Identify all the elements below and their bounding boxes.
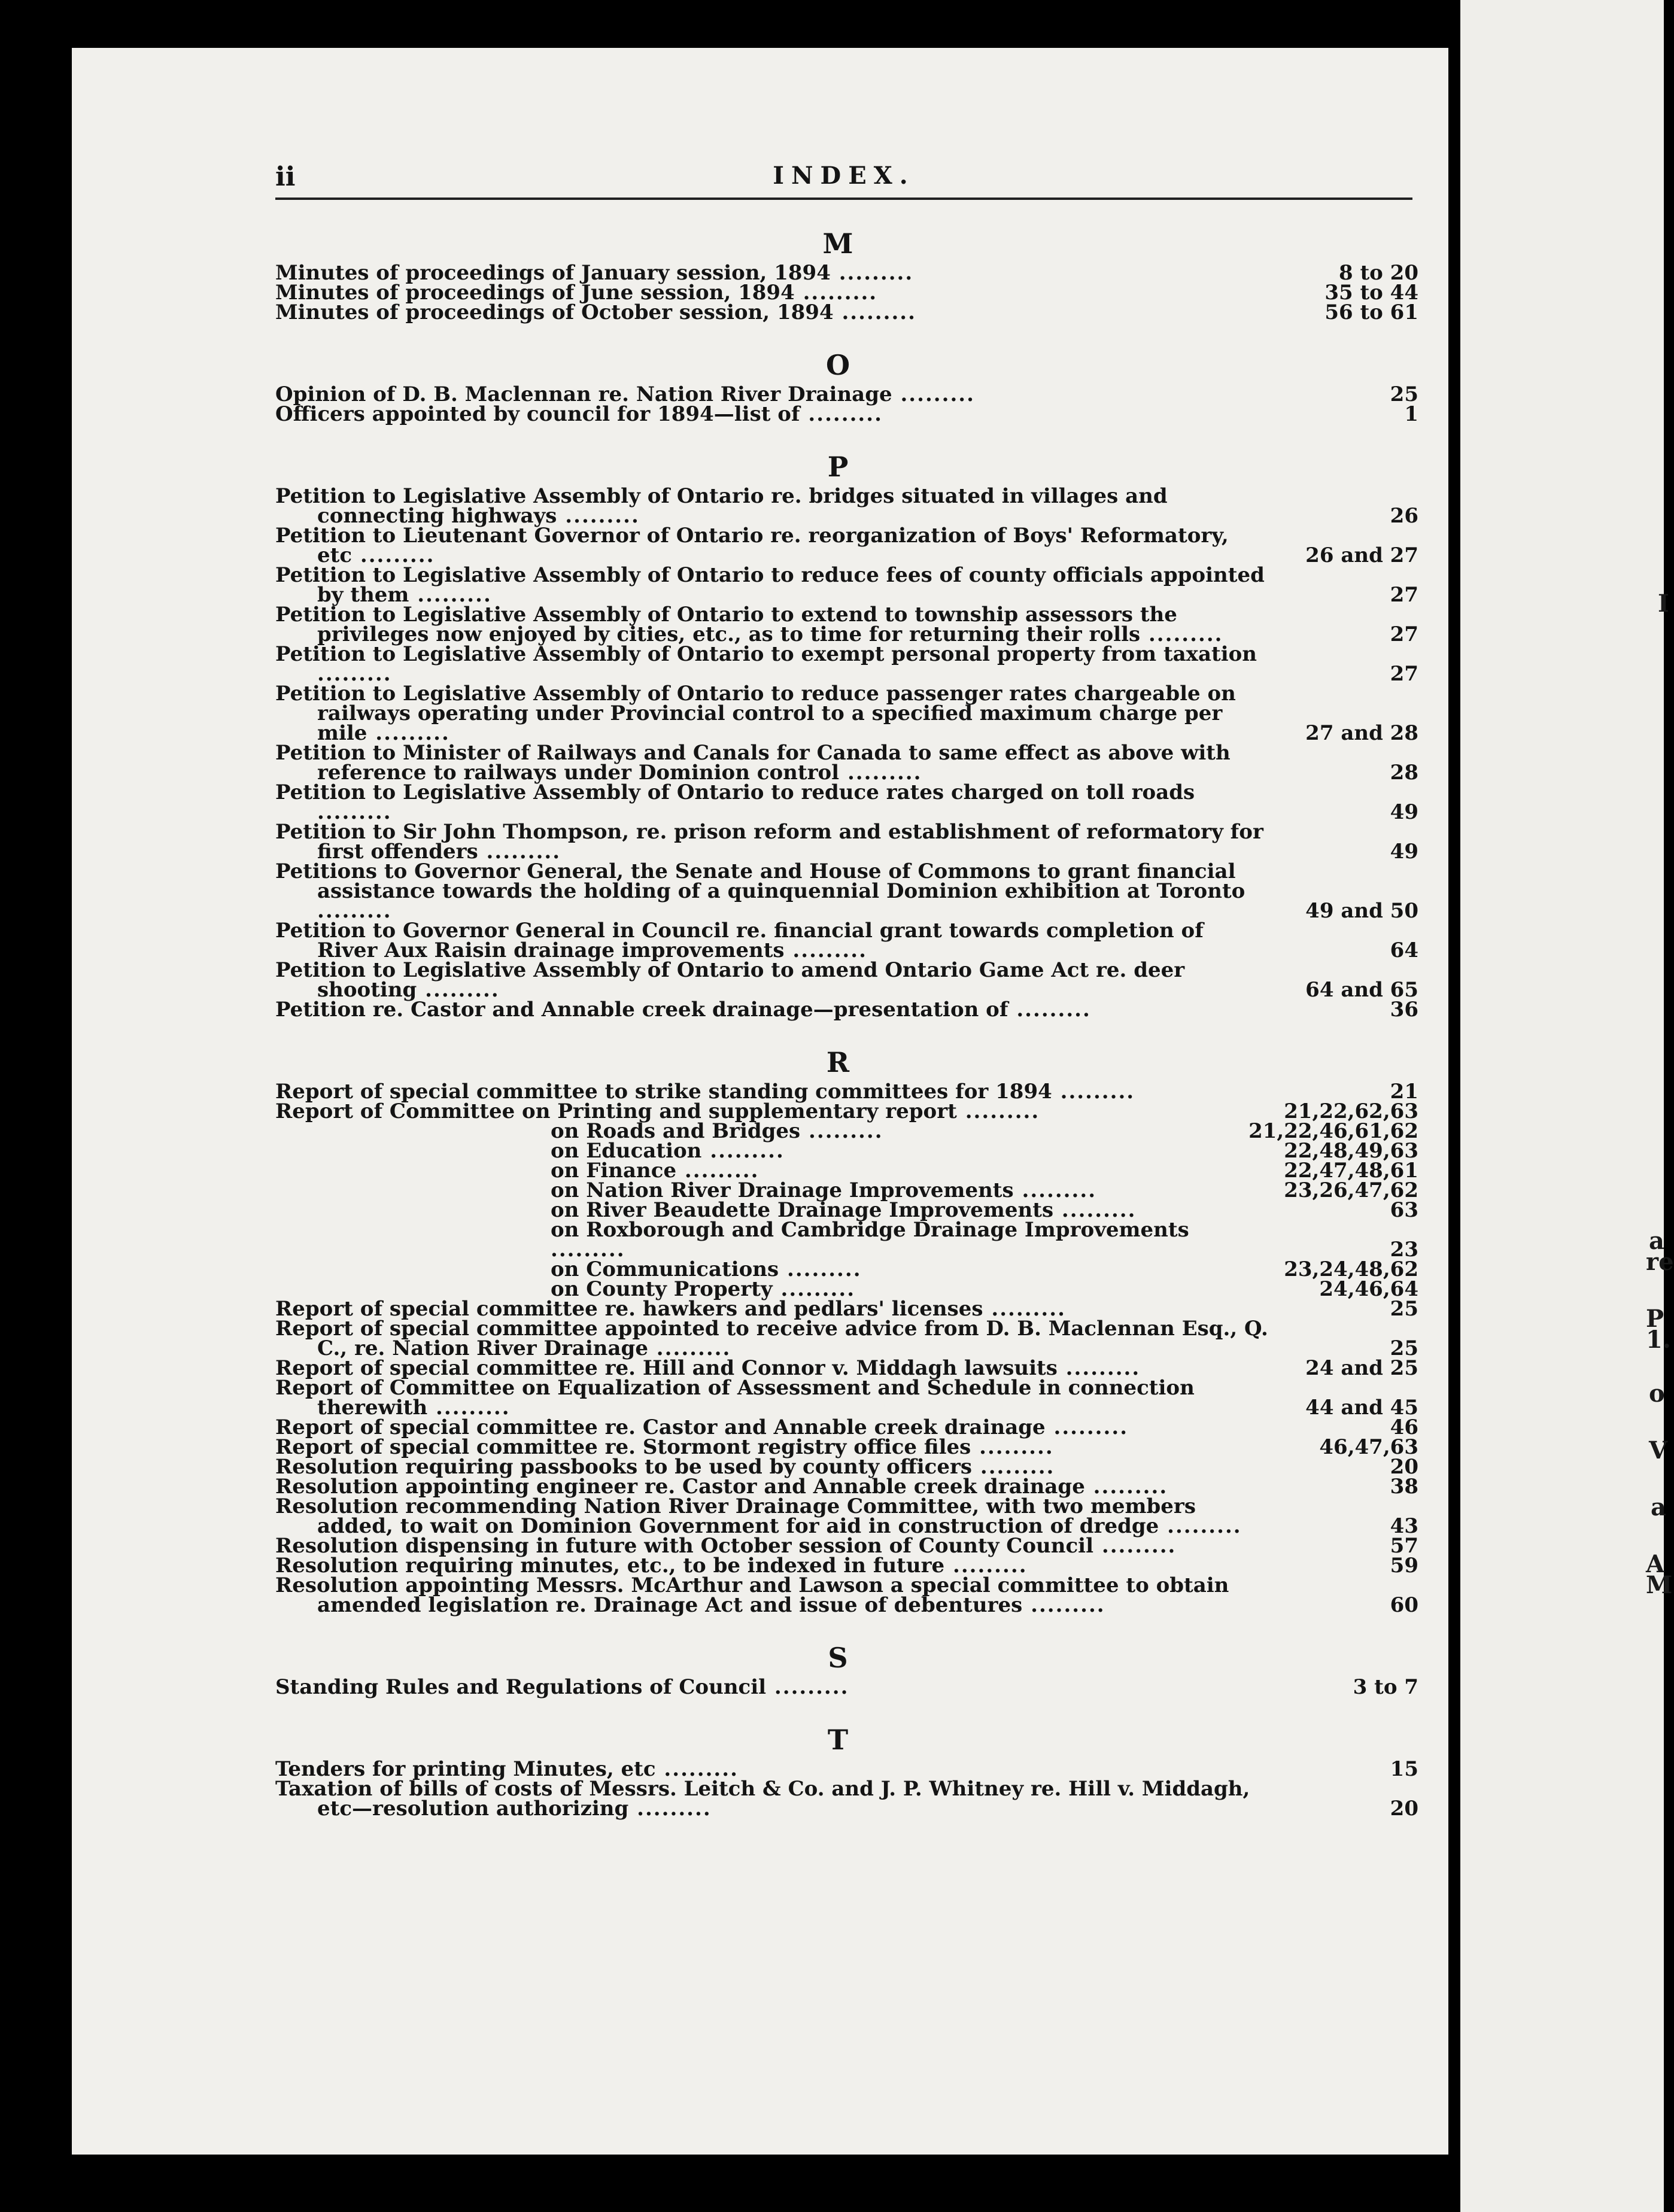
leader-dots: ......... [1052,1080,1135,1104]
index-entry [275,921,1460,961]
entry-text: on Roxborough and Cambridge Drainage Improvements [551,1218,1189,1242]
leader-dots: ......... [1159,1514,1242,1538]
leader-dots: ......... [648,1336,731,1360]
leader-dots: ......... [800,402,883,426]
entry-pages: 46,47,63 [1319,1435,1418,1459]
entry-pages: 24,46,64 [1319,1277,1418,1301]
leader-dots: ......... [317,800,392,824]
leader-dots: ......... [352,543,435,567]
index-entry [275,402,1460,426]
facing-page-fragment: o [1649,1380,1665,1408]
leader-dots: ......... [1008,998,1091,1022]
leader-dots: ......... [833,300,916,324]
entry-pages: 25 [1390,1336,1418,1360]
entry-text: Petition to Legislative Assembly of Ontario re. bridges situated in villages and connecting highways [275,484,1168,528]
entry-text: Report of special committee re. Castor and Annable creek drainage [275,1415,1046,1439]
entry-text: Petitions to Governor General, the Senate and House of Commons to grant financial assistance towards the holding of a quinquennial Dominion exhibition at Toronto [275,859,1245,903]
entry-text: Minutes of proceedings of January session, 1894 [275,261,831,285]
index-entry [275,684,1460,743]
facing-page-edge [1460,0,1674,2212]
facing-page-fragment: a [1649,1227,1664,1255]
leader-dots: ......... [794,281,878,305]
entry-pages: 46 [1390,1415,1418,1439]
section-letter: T [827,1724,849,1756]
entry-text: Resolution recommending Nation River Drainage Committee, with two members added, to wait on Dominion Government for aid in construction of dredge [275,1494,1196,1538]
index-entry [275,1000,1460,1020]
index-entry [275,1141,1460,1161]
entry-pages: 26 and 27 [1305,543,1418,567]
entry-text: Minutes of proceedings of June session, 1894 [275,281,795,305]
index-entry [275,484,1460,528]
leader-dots: ......... [676,1159,759,1183]
leader-dots: ......... [830,261,914,285]
index-entry [275,1573,1460,1617]
entry-pages: 21,22,46,61,62 [1248,1119,1418,1143]
leader-dots: ......... [800,1119,883,1143]
entry-pages: 35 to 44 [1324,281,1418,305]
entry-text: Minutes of proceedings of October session, 1894 [275,300,834,324]
entry-text: on Nation River Drainage Improvements [551,1178,1014,1202]
entry-pages: 49 [1390,800,1418,824]
entry-pages: 21 [1390,1080,1418,1104]
entry-pages: 64 and 65 [1305,978,1418,1002]
entry-text: Petition to Legislative Assembly of Ontario to exempt personal property from taxation [275,642,1257,666]
leader-dots: ......... [1057,1356,1141,1380]
index-entry [275,1779,1460,1819]
entry-text: Petition re. Castor and Annable creek drainage—presentation of [275,998,1008,1022]
leader-dots: ......... [956,1099,1040,1123]
facing-page-fragment: re [1646,1248,1674,1276]
index-entry [275,1494,1460,1538]
entry-pages: 57 [1390,1534,1418,1558]
index-entry [275,1319,1460,1359]
index-entry [275,822,1460,862]
entry-text: Report of special committee re. hawkers and pedlars' licenses [275,1297,983,1321]
leader-dots: ......... [417,978,500,1002]
entry-text: Report of special committee to strike standing committees for 1894 [275,1080,1052,1104]
entry-text: Petition to Minister of Railways and Canals for Canada to same effect as above with reference to railways under Dominion control [275,741,1231,785]
entry-pages: 44 and 45 [1305,1396,1418,1420]
entry-text: on River Beaudette Drainage Improvements [551,1198,1054,1222]
entry-pages: 63 [1390,1198,1418,1222]
running-head: INDEX. [773,162,915,190]
entry-text: Report of Committee on Equalization of Assessment and Schedule in connection therewith [275,1376,1195,1420]
leader-dots: ......... [779,1257,862,1281]
leader-dots: ......... [655,1757,739,1781]
entry-text: on Finance [551,1159,677,1183]
section-letter: R [826,1046,850,1078]
page-number: ii [275,162,296,192]
leader-dots: ......... [772,1277,856,1301]
index-entry [275,300,1460,324]
leader-dots: ......... [409,583,492,607]
index-entry [275,1675,1460,1699]
index-entry [275,958,1460,1002]
leader-dots: ......... [971,1435,1054,1459]
entry-pages: 23 [1390,1238,1418,1262]
entry-pages: 49 [1390,840,1418,864]
entry-text: Resolution appointing Messrs. McArthur and Lawson a special committee to obtain amended legislation re. Drainage Act and issue of debentures [275,1573,1229,1617]
entry-pages: 36 [1390,998,1418,1022]
leader-dots: ......... [1045,1415,1129,1439]
entry-text: Petition to Legislative Assembly of Ontario to extend to township assessors the privileges now enjoyed by cities, etc., as to time for returning their rolls [275,603,1177,646]
section-letter: S [828,1642,848,1674]
leader-dots: ......... [478,840,561,864]
entry-text: Report of special committee re. Hill and Connor v. Middagh lawsuits [275,1356,1058,1380]
entry-pages: 59 [1390,1554,1418,1578]
leader-dots: ......... [766,1675,849,1699]
index-entry [275,859,1460,923]
section-letter: O [825,349,850,381]
index-entry [275,1378,1460,1418]
entry-text: Petition to Sir John Thompson, re. prison reform and establishment of reformatory for first offenders [275,820,1263,864]
page-header [275,162,1412,200]
leader-dots: ......... [1084,1475,1168,1499]
section-letter: M [822,227,853,260]
entry-pages: 26 [1390,504,1418,528]
entry-pages: 49 and 50 [1305,899,1418,923]
entry-pages: 38 [1390,1475,1418,1499]
entry-text: Tenders for printing Minutes, etc [275,1757,656,1781]
index-entry [275,563,1460,607]
leader-dots: ......... [1053,1198,1137,1222]
leader-dots: ......... [1022,1593,1105,1617]
entry-pages: 24 and 25 [1305,1356,1418,1380]
index-entry [275,605,1460,645]
entry-pages: 28 [1390,761,1418,785]
leader-dots: ......... [317,662,392,686]
leader-dots: ......... [972,1455,1055,1479]
entry-pages: 27 and 28 [1305,721,1418,745]
index-entry [275,1257,1460,1281]
entry-pages: 60 [1390,1593,1418,1617]
entry-pages: 27 [1390,622,1418,646]
facing-page-fragment: I [1658,590,1669,618]
entry-pages: 27 [1390,662,1418,686]
index-entry [275,642,1460,686]
entry-text: Resolution appointing engineer re. Castor and Annable creek drainage [275,1475,1085,1499]
entry-pages: 20 [1390,1455,1418,1479]
entry-pages: 22,48,49,63 [1284,1139,1418,1163]
entry-text: Petition to Legislative Assembly of Ontario to amend Ontario Game Act re. deer shooting [275,958,1185,1002]
entry-text: Petition to Governor General in Council re. financial grant towards completion of River Aux Raisin drainage improvements [275,919,1204,962]
leader-dots: ......... [628,1797,712,1821]
leader-dots: ......... [1013,1178,1097,1202]
entry-pages: 25 [1390,1297,1418,1321]
leader-dots: ......... [1140,622,1223,646]
entry-text: Resolution requiring passbooks to be used by county officers [275,1455,973,1479]
entry-text: Officers appointed by council for 1894—list of [275,402,800,426]
entry-text: on Education [551,1139,702,1163]
entry-pages: 23,26,47,62 [1284,1178,1418,1202]
facing-page-fragment: A [1646,1550,1665,1578]
entry-text: Report of special committee re. Stormont registry office files [275,1435,971,1459]
entry-text: Report of Committee on Printing and supplementary report [275,1099,957,1123]
leader-dots: ......... [317,899,392,923]
leader-dots: ......... [983,1297,1066,1321]
entry-pages: 20 [1390,1797,1418,1821]
index-entry [275,1220,1460,1260]
leader-dots: ......... [892,382,975,406]
section-letter: P [827,451,849,483]
index-page [72,48,1448,2155]
entry-text: Petition to Legislative Assembly of Ontario to reduce passenger rates chargeable on railways operating under Provincial control to a specified maximum charge per mile [275,682,1236,745]
leader-dots: ......... [784,938,867,962]
entry-pages: 43 [1390,1514,1418,1538]
leader-dots: ......... [557,504,640,528]
entry-text: Report of special committee appointed to receive advice from D. B. Maclennan Esq., Q. C., re. Nation River Drainage [275,1317,1268,1360]
entry-pages: 1 [1404,402,1418,426]
leader-dots: ......... [944,1554,1028,1578]
entry-text: on Roads and Bridges [551,1119,801,1143]
facing-page-fragment: V [1649,1436,1668,1464]
entry-text: Resolution requiring minutes, etc., to be indexed in future [275,1554,945,1578]
index-content [275,209,1460,1827]
facing-page-fragment: a [1651,1493,1666,1521]
leader-dots: ......... [551,1238,625,1262]
entry-text: Petition to Legislative Assembly of Ontario to reduce fees of county officials appointed by them [275,563,1265,607]
leader-dots: ......... [839,761,922,785]
index-entry [275,780,1460,824]
entry-pages: 56 to 61 [1324,300,1418,324]
facing-page-fragment: 1. [1646,1326,1671,1354]
entry-text: Standing Rules and Regulations of Council [275,1675,767,1699]
entry-pages: 27 [1390,583,1418,607]
leader-dots: ......... [1093,1534,1177,1558]
entry-pages: 3 to 7 [1353,1675,1418,1699]
entry-text: Resolution dispensing in future with October session of County Council [275,1534,1094,1558]
entry-text: Taxation of bills of costs of Messrs. Leitch & Co. and J. P. Whitney re. Hill v. Middagh, etc—resolution authorizing [275,1777,1250,1821]
entry-text: Opinion of D. B. Maclennan re. Nation River Drainage [275,382,892,406]
leader-dots: ......... [367,721,450,745]
index-entry [275,1119,1460,1143]
facing-page-fragment: P [1646,1305,1664,1333]
entry-text: Petition to Legislative Assembly of Ontario to reduce rates charged on toll roads [275,780,1195,804]
entry-pages: 25 [1390,382,1418,406]
index-entry [275,526,1460,566]
entry-pages: 22,47,48,61 [1284,1159,1418,1183]
leader-dots: ......... [427,1396,511,1420]
entry-pages: 8 to 20 [1338,261,1418,285]
entry-text: on County Property [551,1277,773,1301]
entry-pages: 23,24,48,62 [1284,1257,1418,1281]
entry-pages: 15 [1390,1757,1418,1781]
entry-pages: 21,22,62,63 [1284,1099,1418,1123]
entry-pages: 64 [1390,938,1418,962]
entry-text: on Communications [551,1257,779,1281]
entry-text: Petition to Lieutenant Governor of Ontario re. reorganization of Boys' Reformatory, etc [275,524,1229,567]
leader-dots: ......... [701,1139,785,1163]
index-entry [275,743,1460,783]
facing-page-fragment: M [1646,1571,1673,1599]
